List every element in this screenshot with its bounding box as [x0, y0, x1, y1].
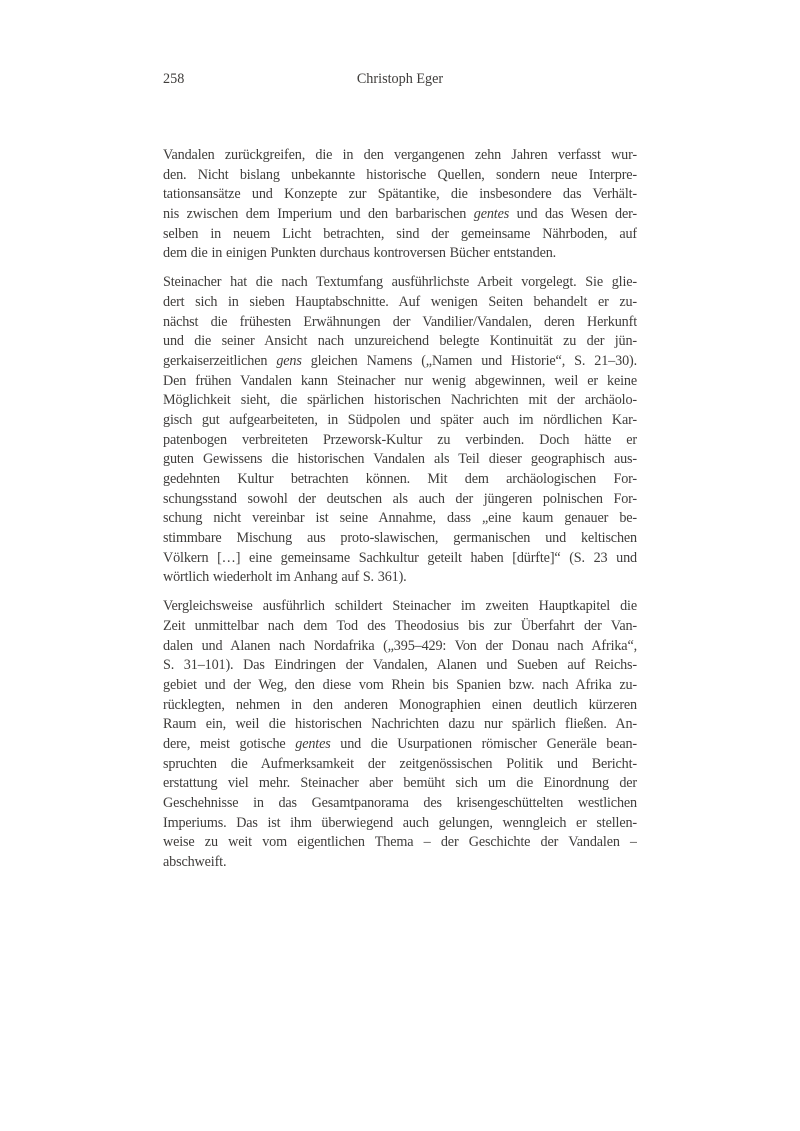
- text-line: Vergleichsweise ausführlich schildert Steinacher im zweiten Hauptkapitel die: [163, 598, 637, 615]
- paragraph: [163, 597, 637, 873]
- paragraph: [163, 273, 637, 588]
- page-number: 258: [163, 71, 185, 87]
- text-line: dere, meist gotische gentes und die Usurpationen römischer Generäle bean-: [163, 735, 637, 752]
- text-line: Imperiums. Das ist ihm überwiegend auch gelungen, wenngleich er stellen-: [163, 814, 637, 831]
- text-line: und die seiner Ansicht nach unzureichend belegte Kontinuität zu der jün-: [163, 333, 637, 350]
- text-line: Zeit unmittelbar nach dem Tod des Theodosius bis zur Überfahrt der Van-: [163, 617, 637, 634]
- text-line: selben in neuem Licht betrachten, sind der gemeinsame Nährboden, auf: [163, 225, 637, 242]
- text-line: weise zu weit vom eigentlichen Thema – der Geschichte der Vandalen –: [163, 834, 637, 851]
- text-line: schungsstand sowohl der deutschen als auch der jüngeren polnischen For-: [163, 490, 637, 507]
- text-line: abschweift.: [163, 854, 227, 871]
- page-header: [163, 70, 637, 88]
- text-line: nis zwischen dem Imperium und den barbarischen gentes und das Wesen der-: [163, 206, 637, 223]
- text-line: Steinacher hat die nach Textumfang ausführlichste Arbeit vorgelegt. Sie glie-: [163, 274, 637, 291]
- text-line: den. Nicht bislang unbekannte historische Quellen, sondern neue Interpre-: [163, 166, 637, 183]
- text-line: Raum ein, weil die historischen Nachrichten dazu nur spärlich fließen. An-: [163, 716, 637, 733]
- running-head: Christoph Eger: [356, 71, 444, 87]
- text-line: tationsansätze und Konzepte zur Spätantike, die insbesondere das Verhält-: [163, 186, 637, 203]
- text-line: rücklegten, nehmen in den anderen Monographien einen deutlich kürzeren: [163, 696, 637, 713]
- text-line: dalen und Alanen nach Nordafrika („395–429: Von der Donau nach Afrika“,: [163, 637, 637, 654]
- text-line: gisch gut aufgearbeiteten, in Südpolen und später auch im nördlichen Kar-: [163, 411, 637, 428]
- text-line: gedehnten Kultur betrachten können. Mit dem archäologischen For-: [163, 471, 637, 487]
- text-line: wörtlich wiederholt im Anhang auf S. 361).: [163, 569, 407, 586]
- text-line: Den frühen Vandalen kann Steinacher nur wenig abgewinnen, weil er keine: [163, 372, 637, 389]
- text-line: gebiet und der Weg, den diese vom Rhein bis Spanien bzw. nach Afrika zu-: [163, 676, 637, 693]
- text-line: Vandalen zurückgreifen, die in den vergangenen zehn Jahren verfasst wur-: [163, 147, 637, 163]
- text-line: stimmbare Mischung aus proto-slawischen, germanischen und keltischen: [163, 530, 637, 547]
- text-line: spruchten die Aufmerksamkeit der zeitgenössischen Politik und Bericht-: [163, 755, 637, 772]
- text-line: dert sich in sieben Hauptabschnitte. Auf wenigen Seiten behandelt er zu-: [163, 293, 637, 310]
- text-line: nächst die frühesten Erwähnungen der Vandilier/Vandalen, deren Herkunft: [163, 313, 637, 330]
- body-text: [163, 146, 637, 882]
- text-line: schung nicht vereinbar ist seine Annahme, dass „eine kaum genauer be-: [163, 510, 637, 527]
- text-line: erstattung viel mehr. Steinacher aber bemüht sich um die Einordnung der: [163, 775, 637, 792]
- text-line: patenbogen verbreiteten Przeworsk-Kultur zu verbinden. Doch hätte er: [163, 431, 637, 448]
- text-line: dem die in einigen Punkten durchaus kontroversen Bücher entstanden.: [163, 245, 557, 262]
- text-line: Völkern […] eine gemeinsame Sachkultur geteilt haben [dürfte]“ (S. 23 und: [163, 549, 637, 566]
- paragraph: [163, 146, 637, 264]
- text-line: gerkaiserzeitlichen gens gleichen Namens („Namen und Historie“, S. 21–30).: [163, 352, 637, 369]
- text-line: Geschehnisse in das Gesamtpanorama des krisengeschüttelten westlichen: [163, 795, 637, 811]
- text-line: S. 31–101). Das Eindringen der Vandalen, Alanen und Sueben auf Reichs-: [163, 657, 637, 674]
- text-line: guten Gewissens die historischen Vandalen als Teil dieser geographisch aus-: [163, 451, 637, 468]
- text-line: Möglichkeit sieht, die spärlichen historischen Nachrichten mit der archäolo-: [163, 392, 637, 409]
